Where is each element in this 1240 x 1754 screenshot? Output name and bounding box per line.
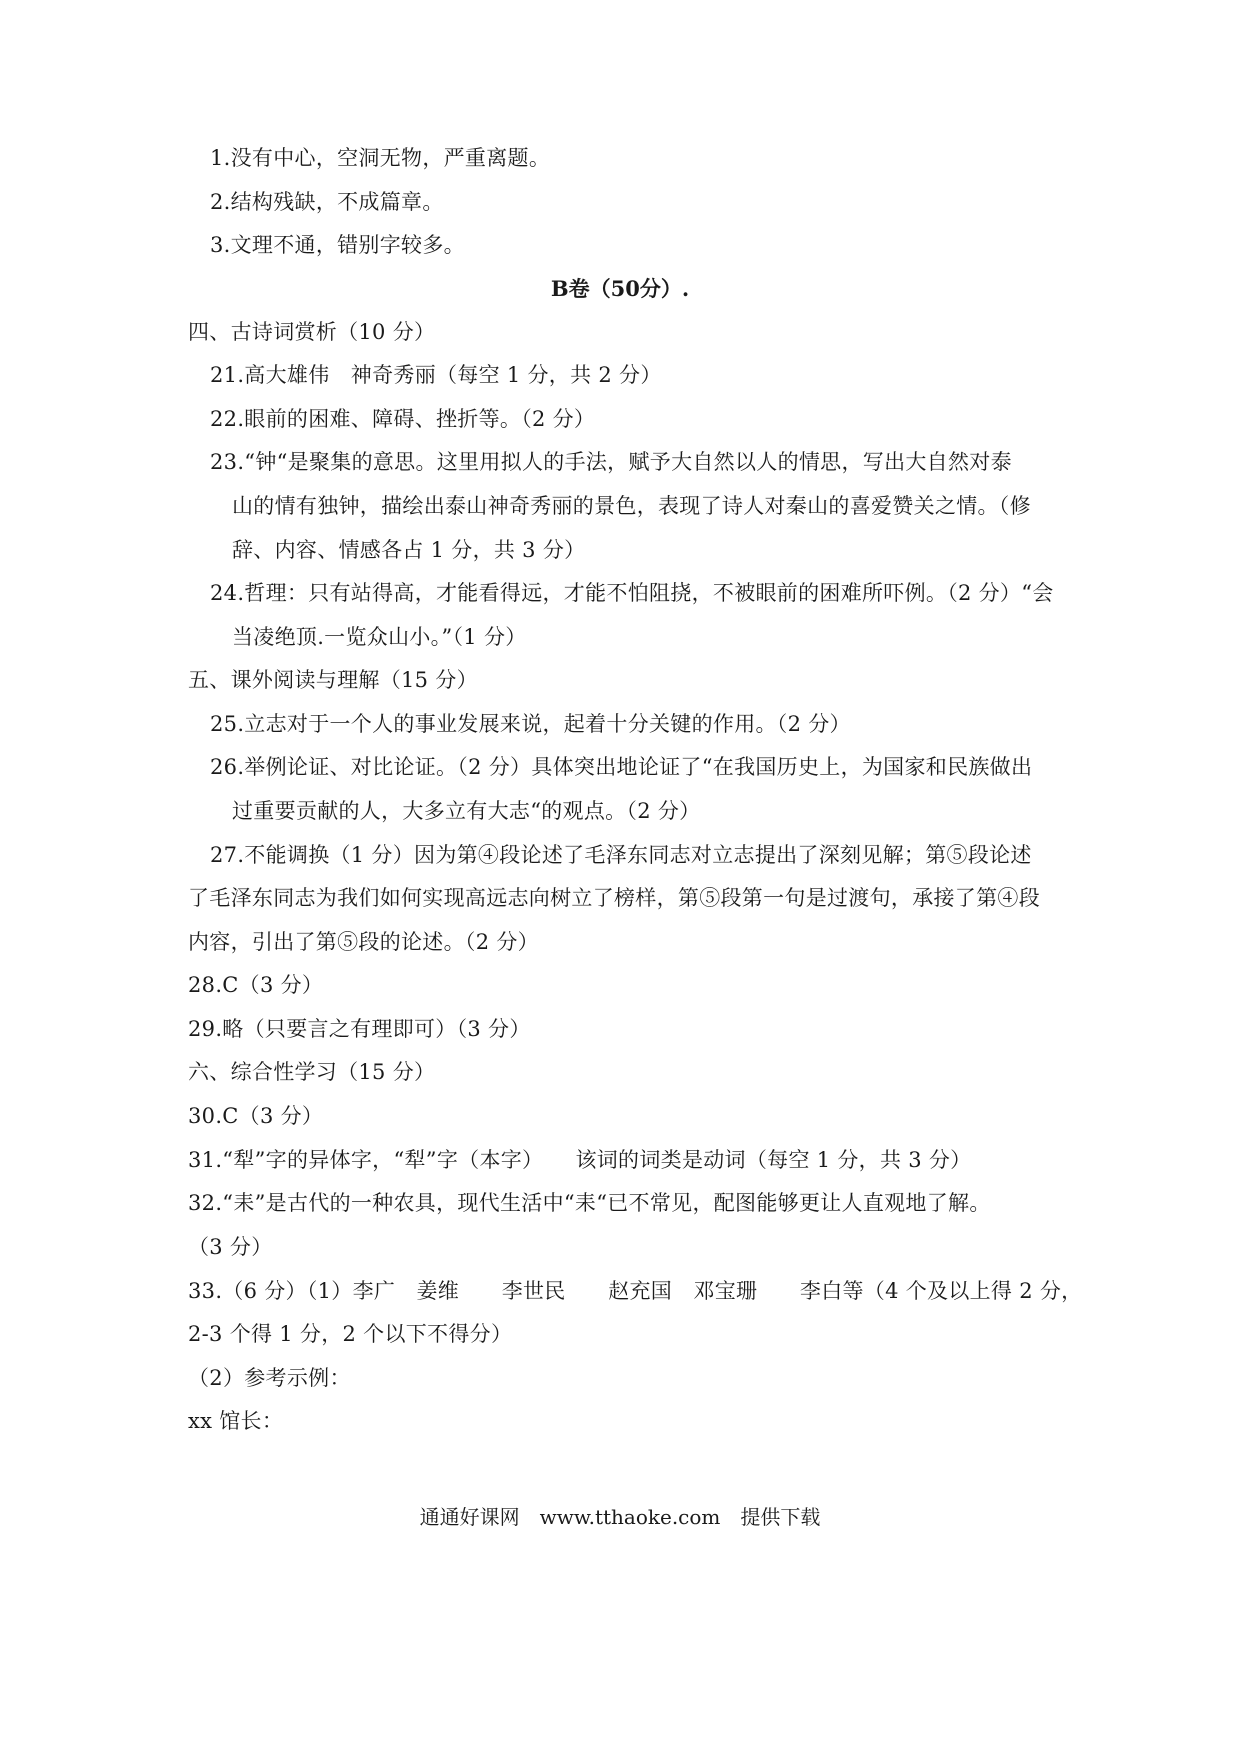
answer-22: 22.眼前的困难、障碍、挫折等。（2 分） xyxy=(210,407,596,431)
answer-28: 28.C（3 分） xyxy=(188,973,324,997)
criteria-line-1: 1.没有中心，空洞无物，严重离题。 xyxy=(210,146,551,170)
section-heading-reading: 五、课外阅读与理解（15 分） xyxy=(188,668,478,692)
answer-30: 30.C（3 分） xyxy=(188,1104,324,1128)
answer-32-line-2: （3 分） xyxy=(188,1235,273,1259)
answer-33-line-2: 2-3 个得 1 分，2 个以下不得分） xyxy=(188,1322,513,1346)
criteria-line-2: 2.结构残缺，不成篇章。 xyxy=(210,190,444,214)
answer-26-line-1: 26.举例论证、对比论证。（2 分）具体突出地论证了“在我国历史上，为国家和民族做出 xyxy=(210,755,1033,779)
answer-23-line-2: 山的情有独钟，描绘出泰山神奇秀丽的景色，表现了诗人对秦山的喜爱赞关之情。（修 xyxy=(232,494,1031,518)
section-title: B卷（50分）. xyxy=(550,276,690,301)
answer-23-line-3: 辞、内容、情感各占 1 分，共 3 分） xyxy=(232,538,586,562)
answer-31: 31.“犁”字的异体字，“犁”字（本字） 该词的词类是动词（每空 1 分，共 3 分） xyxy=(188,1148,972,1172)
criteria-line-3: 3.文理不通，错别字较多。 xyxy=(210,233,465,257)
answer-33-line-1: 33.（6 分）（1）李广 姜维 李世民 赵充国 邓宝珊 李白等（4 个及以上得 2 分， xyxy=(188,1279,1083,1303)
answer-29: 29.略（只要言之有理即可）（3 分） xyxy=(188,1017,531,1041)
answer-27-line-2: 了毛泽东同志为我们如何实现高远志向树立了榜样，第⑤段第一句是过渡句，承接了第④段 xyxy=(188,886,1040,910)
answer-21: 21.高大雄伟 神奇秀丽（每空 1 分，共 2 分） xyxy=(210,363,662,387)
answer-24-line-1: 24.哲理：只有站得高，才能看得远，才能不怕阻挠，不被眼前的困难所吓例。（2 分）“会 xyxy=(210,581,1054,605)
answer-27-line-1: 27.不能调换（1 分）因为第④段论述了毛泽东同志对立志提出了深刻见解；第⑤段论述 xyxy=(210,843,1032,867)
answer-26-line-2: 过重要贡献的人，大多立有大志“的观点。（2 分） xyxy=(232,799,701,823)
answer-33-part-2: （2）参考示例： xyxy=(188,1366,351,1390)
answer-25: 25.立志对于一个人的事业发展来说，起着十分关键的作用。（2 分） xyxy=(210,712,851,736)
answer-24-line-2: 当凌绝顶.一览众山小。”（1 分） xyxy=(232,625,527,649)
page-footer: 通通好课网 www.tthaoke.com 提供下载 xyxy=(419,1505,821,1529)
letter-salutation: xx 馆长： xyxy=(188,1409,284,1433)
answer-23-line-1: 23.“钟“是聚集的意思。这里用拟人的手法，赋予大自然以人的情思，写出大自然对泰 xyxy=(210,450,1012,474)
section-heading-poetry: 四、古诗词赏析（10 分） xyxy=(188,320,436,344)
section-heading-comprehensive: 六、综合性学习（15 分） xyxy=(188,1060,436,1084)
answer-32-line-1: 32.“耒”是古代的一种农具，现代生活中“耒“已不常见，配图能够更让人直观地了解。 xyxy=(188,1191,991,1215)
answer-27-line-3: 内容，引出了第⑤段的论述。（2 分） xyxy=(188,930,539,954)
